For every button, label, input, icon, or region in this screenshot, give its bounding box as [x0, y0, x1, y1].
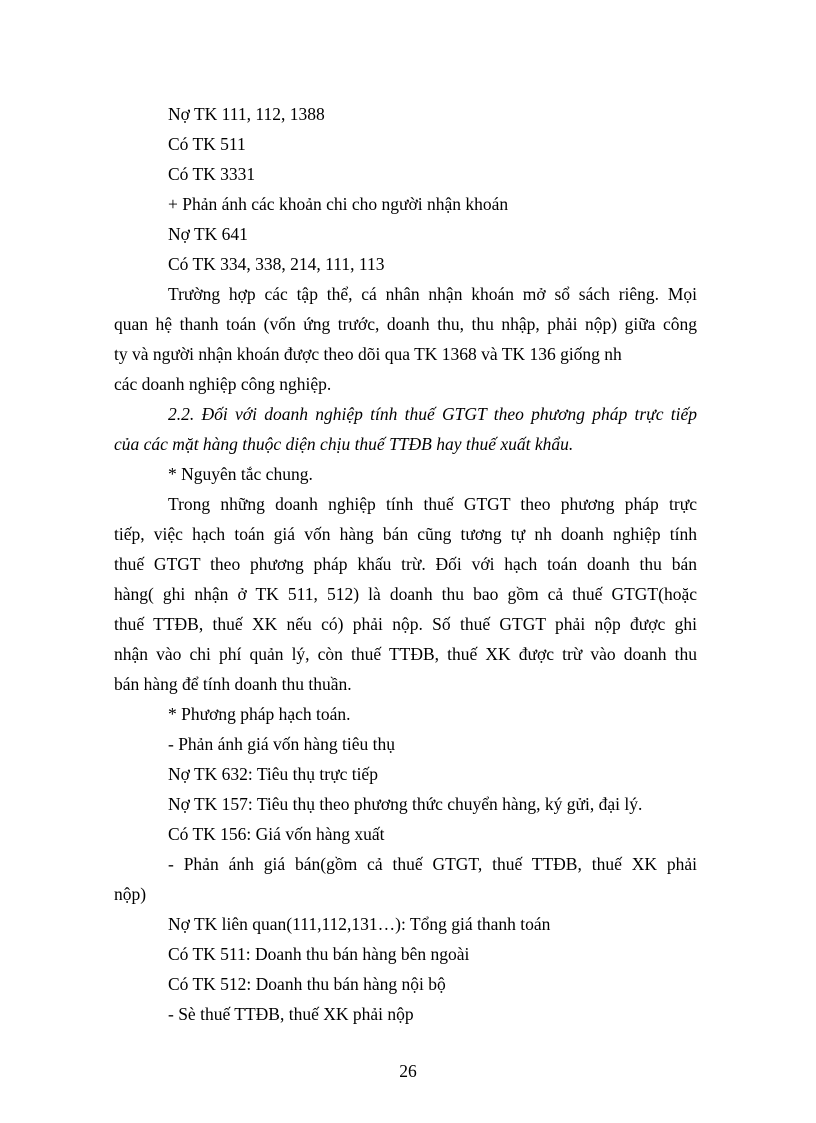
text-line: Nợ TK 111, 112, 1388	[168, 104, 325, 124]
text-line: Trường hợp các tập thể, cá nhân nhận khoán mở sổ sách riêng. Mọi	[168, 284, 697, 304]
text-line: các doanh nghiệp công nghiệp.	[114, 374, 332, 394]
text-line: * Nguyên tắc chung.	[168, 464, 313, 484]
text-line: Có TK 511: Doanh thu bán hàng bên ngoài	[168, 944, 470, 964]
section-heading: 2.2. Đối với doanh nghiệp tính thuế GTGT theo phương pháp trực tiếp	[168, 404, 697, 424]
section-heading: của các mặt hàng thuộc diện chịu thuế TTĐB hay thuế xuất khẩu.	[114, 434, 574, 454]
text-line: quan hệ thanh toán (vốn ứng trước, doanh thu, thu nhập, phải nộp) giữa công	[114, 314, 697, 334]
text-line: - Phản ánh giá vốn hàng tiêu thụ	[168, 734, 395, 754]
text-line: * Phương pháp hạch toán.	[168, 704, 351, 724]
text-line: nhận vào chi phí quản lý, còn thuế TTĐB, thuế XK được trừ vào doanh thu	[114, 644, 697, 664]
text-line: Có TK 156: Giá vốn hàng xuất	[168, 824, 385, 844]
text-line: Nợ TK 157: Tiêu thụ theo phương thức chuyển hàng, ký gửi, đại lý.	[168, 794, 643, 814]
text-line: Có TK 3331	[168, 164, 256, 184]
text-line: Có TK 334, 338, 214, 111, 113	[168, 254, 385, 274]
text-line: Nợ TK liên quan(111,112,131…): Tổng giá thanh toán	[168, 914, 551, 934]
text-line: hàng( ghi nhận ở TK 511, 512) là doanh thu bao gồm cả thuế GTGT(hoặc	[114, 584, 697, 604]
text-line: nộp)	[114, 884, 147, 904]
text-line: Nợ TK 632: Tiêu thụ trực tiếp	[168, 764, 378, 784]
text-line: ty và người nhận khoán được theo dõi qua TK 1368 và TK 136 giống nh	[114, 344, 622, 364]
page-number: 26	[399, 1061, 417, 1081]
text-line: tiếp, việc hạch toán giá vốn hàng bán cũng tương tự nh doanh nghiệp tính	[114, 524, 697, 544]
text-line: thuế GTGT theo phương pháp khấu trừ. Đối với hạch toán doanh thu bán	[114, 554, 697, 574]
text-line: + Phản ánh các khoản chi cho người nhận khoán	[168, 194, 509, 214]
text-line: thuế TTĐB, thuế XK nếu có) phải nộp. Số thuế GTGT phải nộp được ghi	[114, 614, 697, 634]
text-line: - Sè thuế TTĐB, thuế XK phải nộp	[168, 1004, 414, 1024]
text-line: Có TK 511	[168, 134, 246, 154]
text-line: Trong những doanh nghiệp tính thuế GTGT theo phương pháp trực	[168, 494, 697, 514]
text-line: Nợ TK 641	[168, 224, 248, 244]
text-line: bán hàng để tính doanh thu thuần.	[114, 674, 352, 694]
text-line: - Phản ánh giá bán(gồm cả thuế GTGT, thuế TTĐB, thuế XK phải	[168, 854, 697, 874]
text-line: Có TK 512: Doanh thu bán hàng nội bộ	[168, 974, 446, 994]
